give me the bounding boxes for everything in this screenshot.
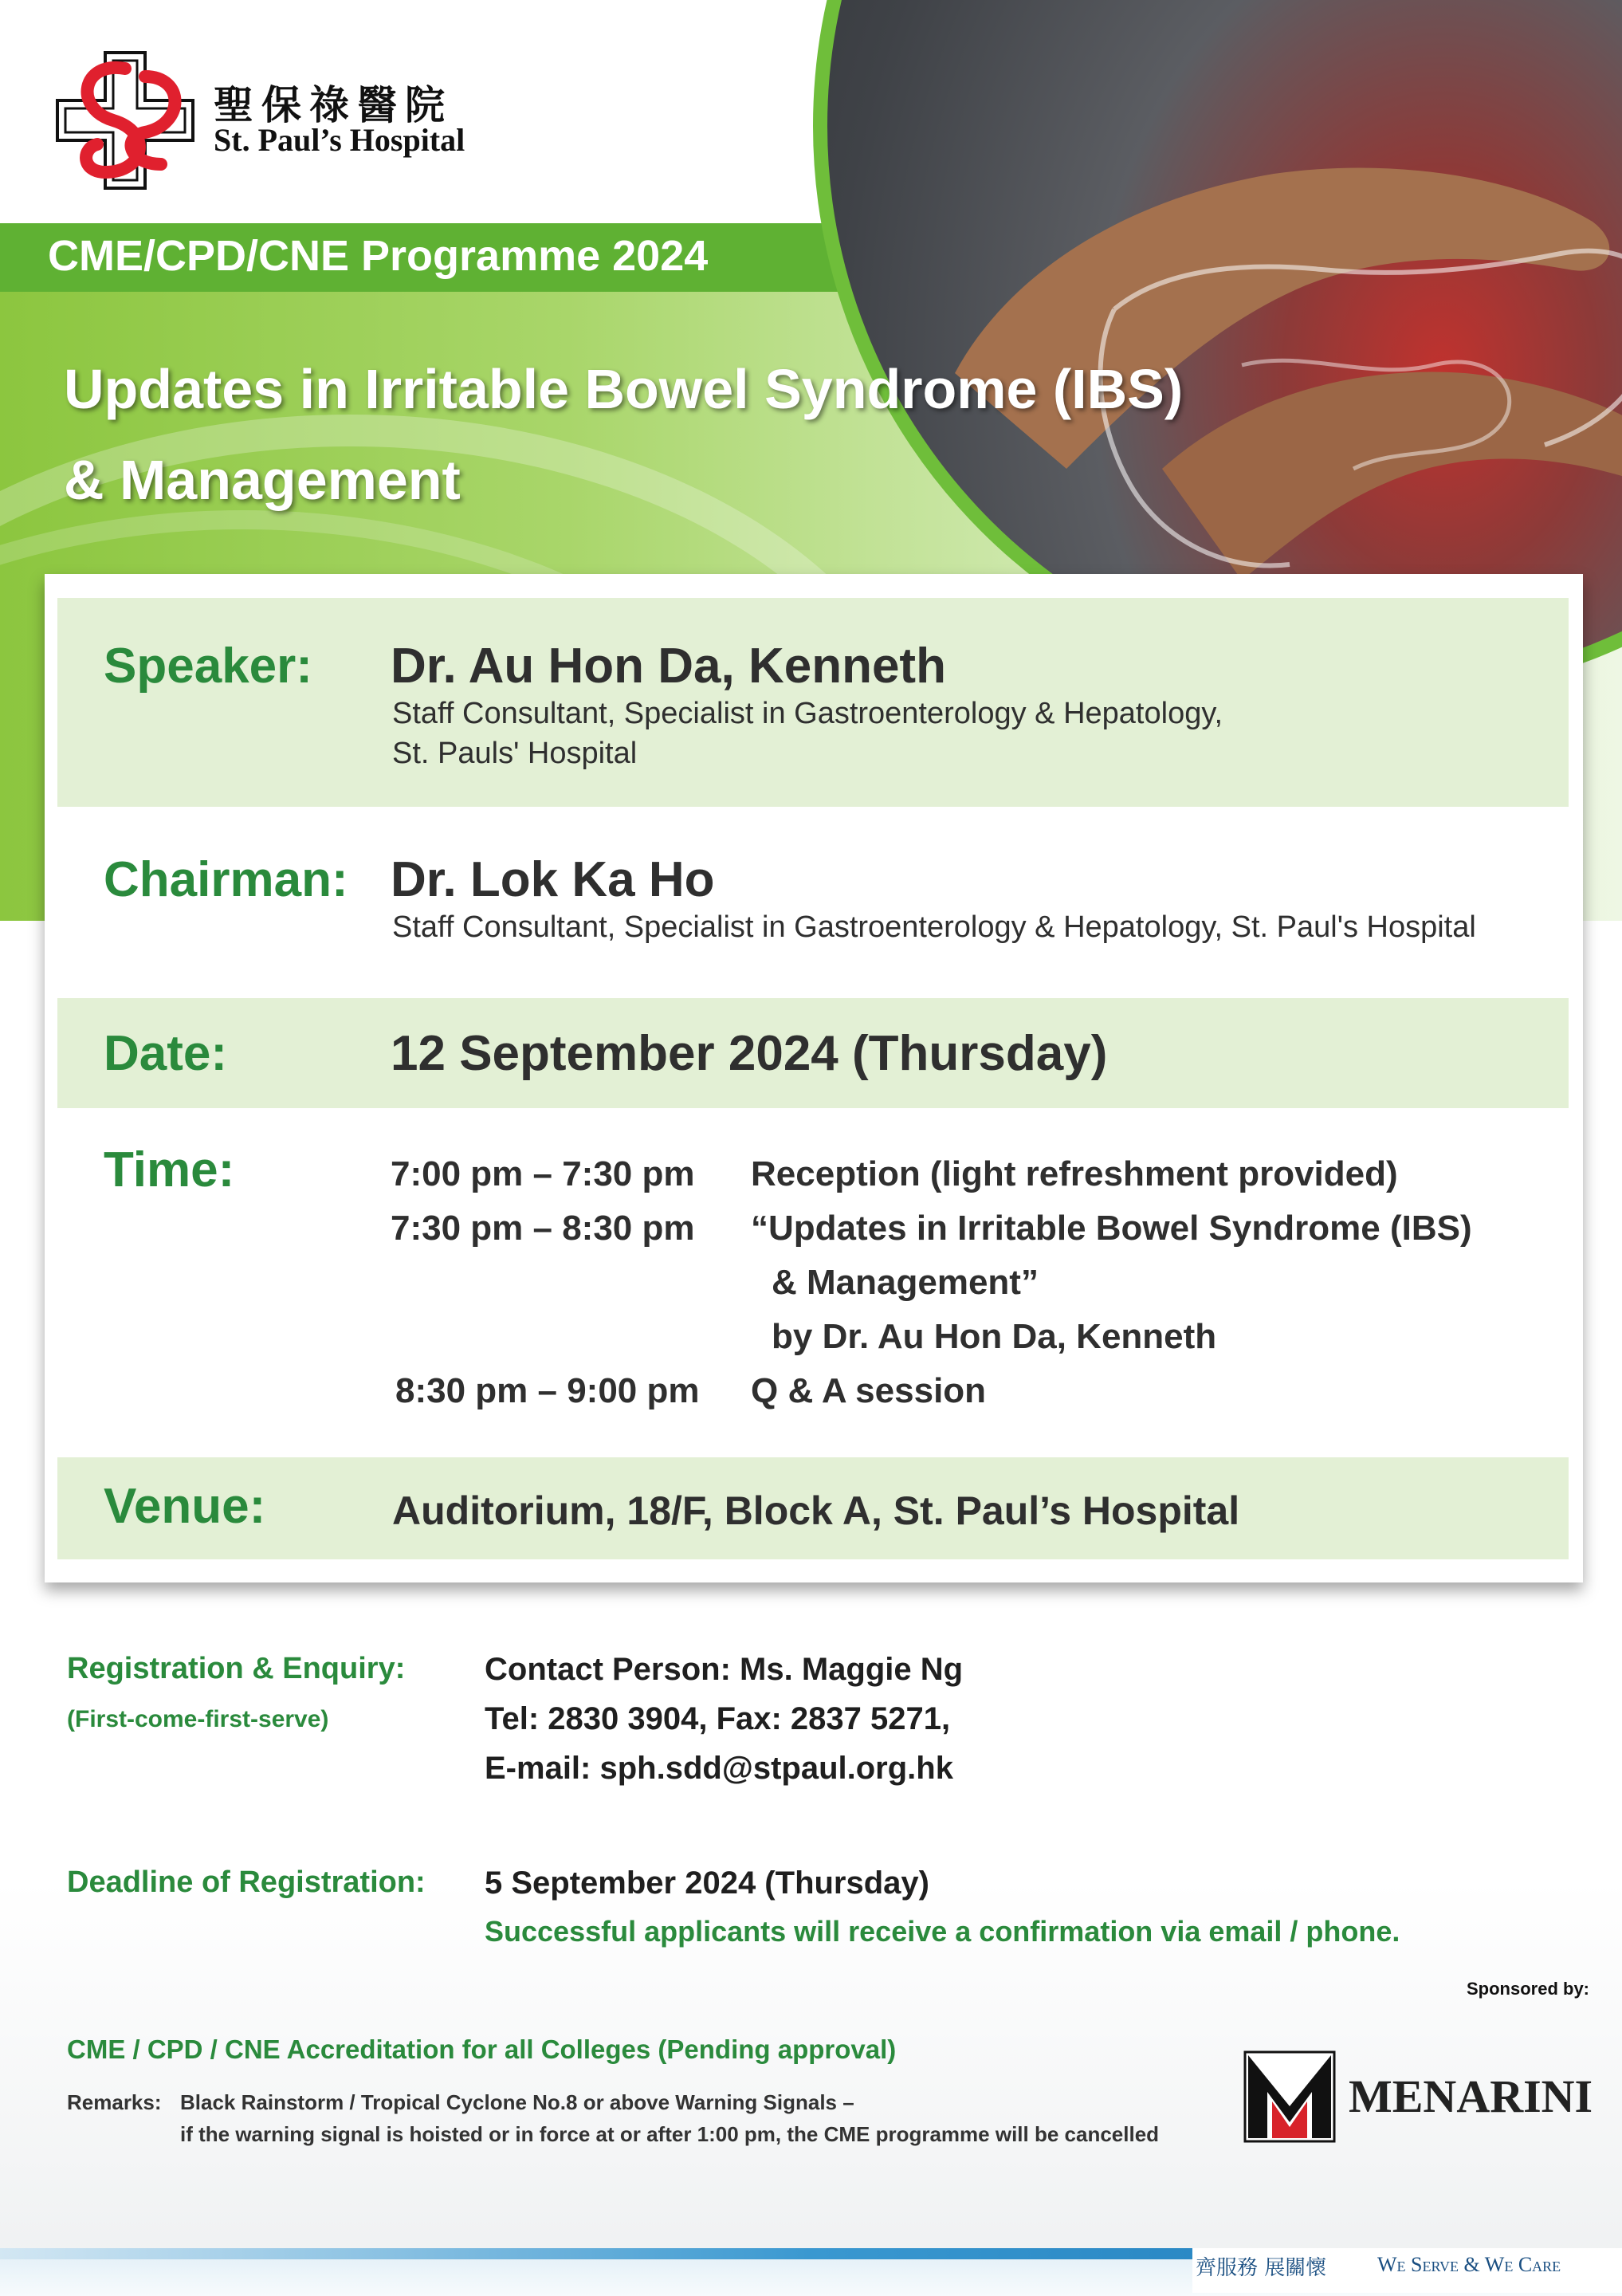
speaker-role-line1: Staff Consultant, Specialist in Gastroenterology & Hepatology,	[392, 697, 1223, 730]
remarks-label: Remarks:	[67, 2090, 162, 2114]
chairman-label: Chairman:	[104, 852, 348, 907]
event-title-line1: Updates in Irritable Bowel Syndrome (IBS)	[64, 358, 1184, 420]
footer-motto-english: We Serve & We Care	[1377, 2253, 1561, 2276]
contact-person: Contact Person: Ms. Maggie Ng	[485, 1652, 964, 1687]
time-slot: 7:30 pm – 8:30 pm	[391, 1209, 695, 1248]
footer-motto-chinese: 齊服務 展關懷	[1196, 2256, 1327, 2280]
contact-email[interactable]: E-mail: sph.sdd@stpaul.org.hk	[485, 1751, 953, 1786]
remarks-line1: Black Rainstorm / Tropical Cyclone No.8 or above Warning Signals –	[180, 2090, 854, 2114]
registration-note: (First-come-first-serve)	[67, 1706, 329, 1732]
time-activity: Q & A session	[751, 1371, 987, 1410]
deadline-label: Deadline of Registration:	[67, 1866, 426, 1899]
venue-value: Auditorium, 18/F, Block A, St. Paul’s Hospital	[392, 1488, 1240, 1533]
time-label: Time:	[104, 1142, 235, 1197]
chairman-name: Dr. Lok Ka Ho	[391, 852, 715, 907]
time-activity: Reception (light refreshment provided)	[751, 1154, 1398, 1193]
speaker-label: Speaker:	[104, 639, 312, 694]
hospital-name-english: St. Paul’s Hospital	[214, 122, 465, 158]
deadline-date: 5 September 2024 (Thursday)	[485, 1866, 929, 1901]
menarini-logo-small-text: MENARINI	[1280, 2061, 1288, 2097]
time-activity: & Management”	[772, 1263, 1039, 1302]
sponsor-name: MENARINI	[1349, 2070, 1593, 2122]
event-title-line2: & Management	[64, 449, 461, 511]
date-value: 12 September 2024 (Thursday)	[391, 1026, 1108, 1081]
accreditation-note: CME / CPD / CNE Accreditation for all Colleges (Pending approval)	[67, 2035, 897, 2064]
deadline-note: Successful applicants will receive a confirmation via email / phone.	[485, 1915, 1400, 1948]
event-details-card	[45, 574, 1583, 1582]
cross-logo-icon	[49, 45, 201, 196]
speaker-name: Dr. Au Hon Da, Kenneth	[391, 639, 946, 694]
speaker-role-line2: St. Pauls' Hospital	[392, 737, 638, 770]
programme-label: CME/CPD/CNE Programme 2024	[48, 232, 709, 280]
registration-label: Registration & Enquiry:	[67, 1652, 406, 1685]
time-slot: 7:00 pm – 7:30 pm	[391, 1154, 695, 1193]
time-activity: by Dr. Au Hon Da, Kenneth	[772, 1317, 1217, 1356]
remarks-line2: if the warning signal is hoisted or in force at or after 1:00 pm, the CME programme will be cancelled	[180, 2122, 1160, 2146]
chairman-role: Staff Consultant, Specialist in Gastroenterology & Hepatology, St. Paul's Hospital	[392, 910, 1476, 944]
contact-tel-fax: Tel: 2830 3904, Fax: 2837 5271,	[485, 1701, 951, 1736]
menarini-logo-icon	[1243, 2050, 1336, 2143]
time-activity: “Updates in Irritable Bowel Syndrome (IBS)	[751, 1209, 1472, 1248]
hospital-name-chinese: 聖保祿醫院	[214, 81, 453, 128]
venue-label: Venue:	[104, 1479, 266, 1534]
sponsored-by-label: Sponsored by:	[1467, 1979, 1590, 1999]
time-slot: 8:30 pm – 9:00 pm	[395, 1371, 700, 1410]
date-label: Date:	[104, 1026, 228, 1081]
